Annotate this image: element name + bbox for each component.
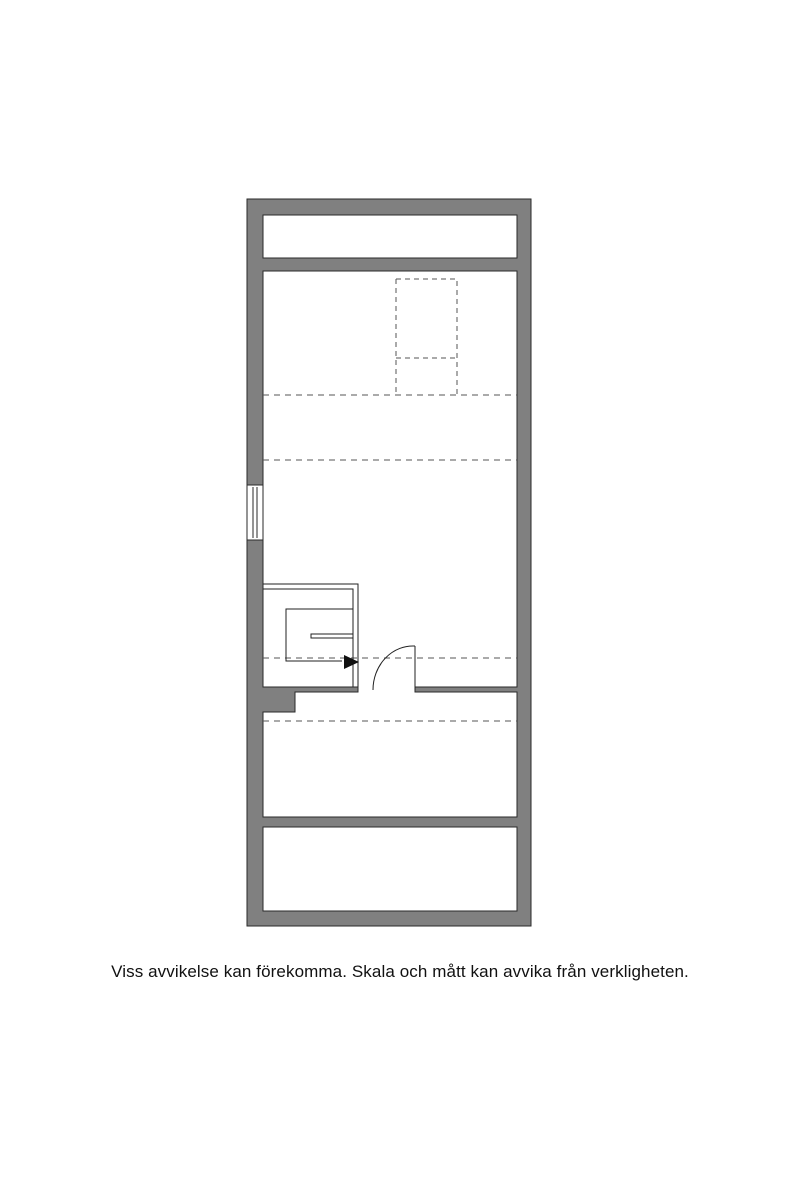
- slope-lines: [263, 395, 517, 721]
- stair-opening: [263, 584, 358, 687]
- door-swing-icon: [373, 646, 415, 690]
- exterior-walls: [247, 199, 531, 926]
- chimney-outline: [396, 279, 457, 395]
- stair-arrow-icon: [344, 655, 359, 669]
- disclaimer-text: Viss avvikelse kan förekomma. Skala och mått kan avvika från verkligheten.: [111, 962, 689, 981]
- window-icon: [247, 485, 263, 540]
